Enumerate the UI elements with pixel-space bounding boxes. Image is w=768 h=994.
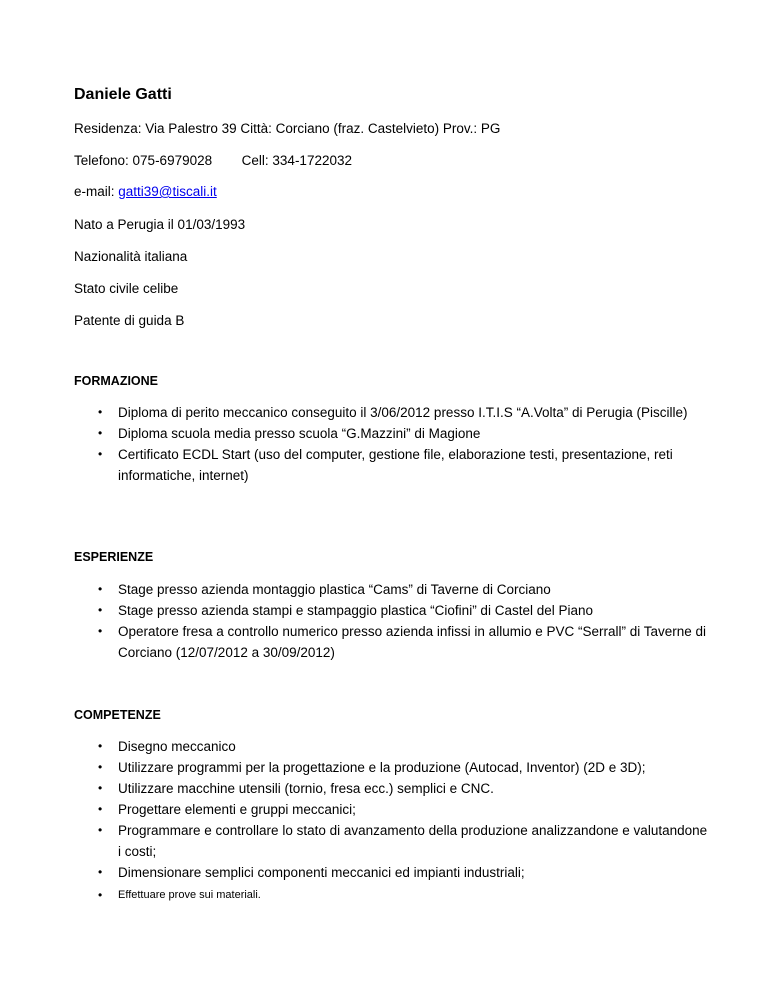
- birth-line: Nato a Perugia il 01/03/1993: [74, 217, 246, 232]
- bullet-icon: •: [98, 624, 103, 638]
- list-item: • Stage presso azienda stampi e stampaggio plastica “Ciofini” di Castel del Piano: [0, 600, 768, 621]
- list-item: • Diploma di perito meccanico conseguito il 3/06/2012 presso I.T.I.S “A.Volta” di Perugia (Piscille): [0, 402, 768, 423]
- bullet-icon: •: [98, 802, 103, 816]
- email-label: e-mail:: [74, 184, 119, 199]
- bullet-icon: •: [98, 405, 103, 419]
- email-link[interactable]: gatti39@tiscali.it: [118, 184, 217, 199]
- bullet-icon: •: [98, 760, 103, 774]
- email-line: [74, 184, 217, 199]
- bullet-icon: •: [98, 739, 103, 753]
- list-item: • Dimensionare semplici componenti meccanici ed impianti industriali;: [0, 862, 768, 883]
- section-heading-competenze: COMPETENZE: [74, 708, 161, 722]
- bullet-icon: •: [98, 582, 103, 596]
- list-item: • Disegno meccanico: [0, 736, 768, 757]
- bullet-icon: •: [98, 447, 103, 461]
- list-item: • Certificato ECDL Start (uso del computer, gestione file, elaborazione testi, presentazione, reti informatiche, internet): [0, 444, 768, 486]
- bullet-icon: •: [98, 865, 103, 879]
- nationality-line: Nazionalità italiana: [74, 249, 188, 264]
- civil-status-line: Stato civile celibe: [74, 281, 179, 296]
- competenze-list: [0, 736, 768, 906]
- phone-text: Telefono: 075-6979028: [74, 153, 213, 168]
- bullet-icon: •: [98, 603, 103, 617]
- section-heading-esperienze: ESPERIENZE: [74, 550, 154, 564]
- list-item: • Stage presso azienda montaggio plastica “Cams” di Taverne di Corciano: [0, 579, 768, 600]
- esperienze-list: [0, 579, 768, 663]
- section-heading-formazione: FORMAZIONE: [74, 374, 159, 388]
- list-item: • Operatore fresa a controllo numerico presso azienda infissi in allumio e PVC “Serrall” di Taverne di Corciano (12/07/2012 a 30/09/2012): [0, 621, 768, 663]
- list-item: • Utilizzare programmi per la progettazione e la produzione (Autocad, Inventor) (2D e 3D);: [0, 757, 768, 778]
- bullet-icon: •: [98, 888, 103, 902]
- list-item: • Progettare elementi e gruppi meccanici;: [0, 799, 768, 820]
- cv-name: Daniele Gatti: [74, 86, 172, 103]
- list-item: • Programmare e controllare lo stato di avanzamento della produzione analizzandone e valutandone i costi;: [0, 820, 768, 862]
- license-line: Patente di guida B: [74, 313, 185, 328]
- phone-line: [74, 153, 352, 168]
- bullet-icon: •: [98, 823, 103, 837]
- list-item: • Effettuare prove sui materiali.: [0, 885, 768, 906]
- list-item: • Diploma scuola media presso scuola “G.Mazzini” di Magione: [0, 423, 768, 444]
- cell-text: Cell: 334-1722032: [241, 153, 352, 168]
- list-item: • Utilizzare macchine utensili (tornio, fresa ecc.) semplici e CNC.: [0, 778, 768, 799]
- bullet-icon: •: [98, 781, 103, 795]
- formazione-list: [0, 402, 768, 486]
- residence-line: Residenza: Via Palestro 39 Città: Corciano (fraz. Castelvieto) Prov.: PG: [74, 121, 501, 136]
- bullet-icon: •: [98, 426, 103, 440]
